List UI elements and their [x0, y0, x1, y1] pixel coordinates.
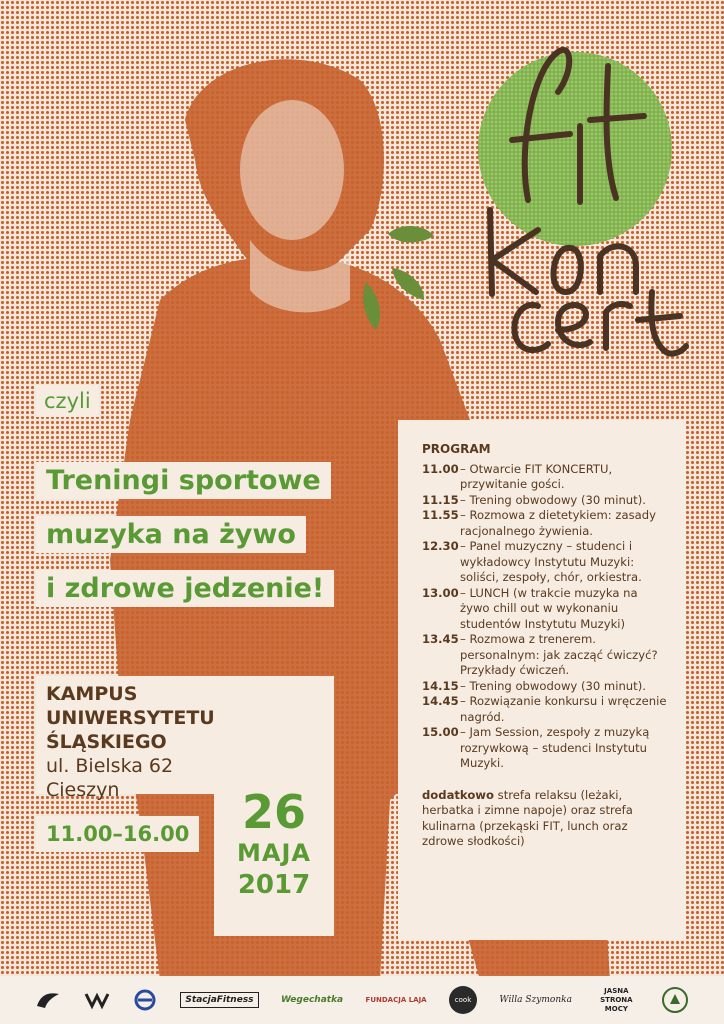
- program-text: – Jam Session, zespoły z muzyką rozrywkową – studenci Instytutu Muzyki.: [460, 725, 650, 770]
- sponsor-wegechatka: Wegechatka: [280, 995, 344, 1005]
- sponsor-stacja-fitness: StacjaFitness: [180, 992, 258, 1008]
- program-time: 11.55: [422, 508, 459, 522]
- program-item: [422, 725, 670, 772]
- event-hours: 11.00–16.00: [36, 816, 199, 852]
- program-time: 11.15: [422, 492, 459, 507]
- date-day: 26: [241, 785, 306, 839]
- program-item: [422, 539, 670, 586]
- date-month: MAJA: [237, 839, 311, 867]
- sponsor-willa-szymonka: Willa Szymonka: [499, 995, 572, 1005]
- program-time: 14.45: [422, 694, 459, 708]
- program-item: [422, 493, 670, 509]
- sponsor-logo-3-icon: [132, 989, 158, 1011]
- program-time: 15.00: [422, 725, 459, 739]
- event-date: [214, 770, 334, 936]
- sponsor-bar: [0, 976, 724, 1024]
- program-extra: [422, 788, 670, 850]
- tagline-3: i zdrowe jedzenie!: [36, 570, 334, 607]
- program-extra-text: strefa relaksu (leżaki, herbatka i zimne napoje) oraz strefa kulinarna (przekąski FIT, lunch oraz zdrowe słodkości): [422, 787, 633, 848]
- program-item: [422, 462, 670, 493]
- program-time: 12.30: [422, 539, 459, 553]
- tagline-2: muzyka na żywo: [36, 516, 306, 553]
- tagline-1: Treningi sportowe: [36, 462, 331, 499]
- program-text: – Rozmowa z trenerem. personalnym: jak zacząć ćwiczyć? Przykłady ćwiczeń.: [460, 632, 658, 677]
- venue-line-1: KAMPUS: [46, 683, 138, 705]
- program-heading: PROGRAM: [422, 442, 491, 456]
- venue-line-2: UNIWERSYTETU ŚLĄSKIEGO: [46, 707, 215, 753]
- program-item: [422, 694, 670, 725]
- program-panel: [398, 420, 686, 940]
- program-time: 13.45: [422, 632, 459, 646]
- sponsor-fundacja-laja: FUNDACJA LAJA: [365, 996, 427, 1004]
- program-item: [422, 632, 670, 679]
- program-text: – Trening obwodowy (30 minut).: [460, 678, 646, 693]
- venue-city: Cieszyn: [46, 779, 120, 801]
- program-text: – Otwarcie FIT KONCERTU, przywitanie gości.: [460, 461, 613, 491]
- sponsor-cook: cook: [449, 986, 477, 1014]
- sponsor-jasna-strona-mocy: JASNA STRONA MOCY: [600, 986, 633, 1013]
- program-text: – Panel muzyczny – studenci i wykładowcy Instytutu Muzyki: soliści, zespoły, chór, orkiestra.: [460, 539, 642, 584]
- program-text: – Rozmowa z dietetykiem: zasady racjonalnego żywienia.: [460, 508, 656, 538]
- date-year: 2017: [237, 870, 311, 900]
- venue-address: ul. Bielska 62: [46, 755, 174, 777]
- program-text: – LUNCH (w trakcie muzyka na żywo chill out w wykonaniu studentów Instytutu Muzyki): [460, 585, 638, 631]
- intro-label: czyli: [36, 385, 99, 417]
- university-crest-icon: [661, 986, 689, 1014]
- sponsor-logo-1-icon: [35, 990, 61, 1010]
- program-item: [422, 586, 670, 633]
- program-time: 11.00: [422, 461, 459, 476]
- program-time: 14.15: [422, 678, 459, 693]
- sponsor-logo-2-icon: [84, 990, 110, 1010]
- program-text: – Trening obwodowy (30 minut).: [460, 492, 646, 507]
- fit-koncert-logo: [440, 30, 700, 370]
- program-item: [422, 508, 670, 539]
- program-time: 13.00: [422, 585, 459, 600]
- program-text: – Rozwiązanie konkursu i wręczenie nagród.: [460, 694, 667, 724]
- program-item: [422, 679, 670, 695]
- program-extra-bold: dodatkowo: [422, 787, 494, 802]
